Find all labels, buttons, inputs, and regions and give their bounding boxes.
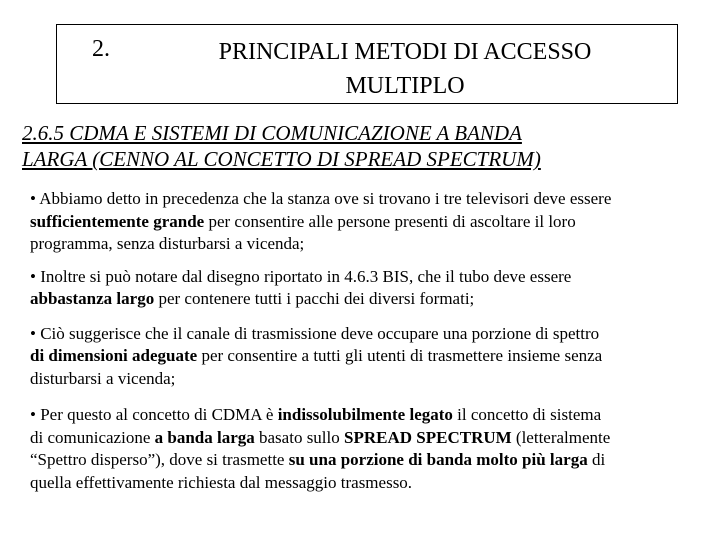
bullet-bold-text: SPREAD SPECTRUM — [344, 427, 512, 447]
bullet-text: • Abbiamo detto in precedenza che la stanza ove si trovano i tre televisori deve essere — [30, 189, 612, 208]
slide-number: 2. — [92, 36, 110, 62]
bullet-text: di quella effettivamente richiesta dal messaggio trasmesso. — [30, 450, 606, 492]
bullet-text: basato sullo — [254, 427, 345, 447]
slide-title: PRINCIPALI METODI DI ACCESSO MULTIPLO — [218, 39, 592, 99]
bullet-text: • Ciò suggerisce che il canale di trasmissione deve occupare una porzione di spettro — [30, 323, 600, 343]
bullet-item — [30, 323, 715, 391]
slide-title-box — [56, 24, 678, 104]
bullet-bold-text: abbastanza largo — [30, 289, 155, 308]
bullet-item — [30, 404, 715, 494]
bullet-text: per contenere tutti i pacchi dei diversi formati; — [154, 289, 475, 308]
bullet-list — [30, 188, 715, 504]
section-heading: 2.6.5 CDMA E SISTEMI DI COMUNICAZIONE A BANDA LARGA (CENNO AL CONCETTO DI SPREAD SPECTRUM) — [22, 121, 541, 171]
bullet-text: per consentire alle persone presenti di ascoltare il loro programma, senza disturbarsi a vicenda; — [30, 211, 576, 253]
bullet-bold-text: sufficientemente grande — [30, 211, 205, 231]
bullet-text: per consentire a tutti gli utenti di trasmettere insieme senza disturbarsi a vicenda; — [30, 346, 603, 388]
bullet-bold-text: indissolubilmente legato — [277, 405, 453, 424]
bullet-item — [30, 188, 715, 256]
bullet-text: • Per questo al concetto di CDMA è — [30, 405, 278, 424]
bullet-bold-text: a banda larga — [154, 427, 255, 447]
bullet-bold-text: di dimensioni adeguate — [30, 346, 198, 365]
bullet-item — [30, 266, 715, 311]
bullet-bold-text: su una porzione di banda molto più larga — [288, 450, 588, 469]
bullet-text: • Inoltre si può notare dal disegno riportato in 4.6.3 BIS, che il tubo deve essere — [30, 266, 572, 286]
bullet-text: il concetto di sistema di comunicazione — [30, 405, 602, 447]
bullet-text: (letteralmente “Spettro disperso”), dove si trasmette — [30, 427, 611, 469]
